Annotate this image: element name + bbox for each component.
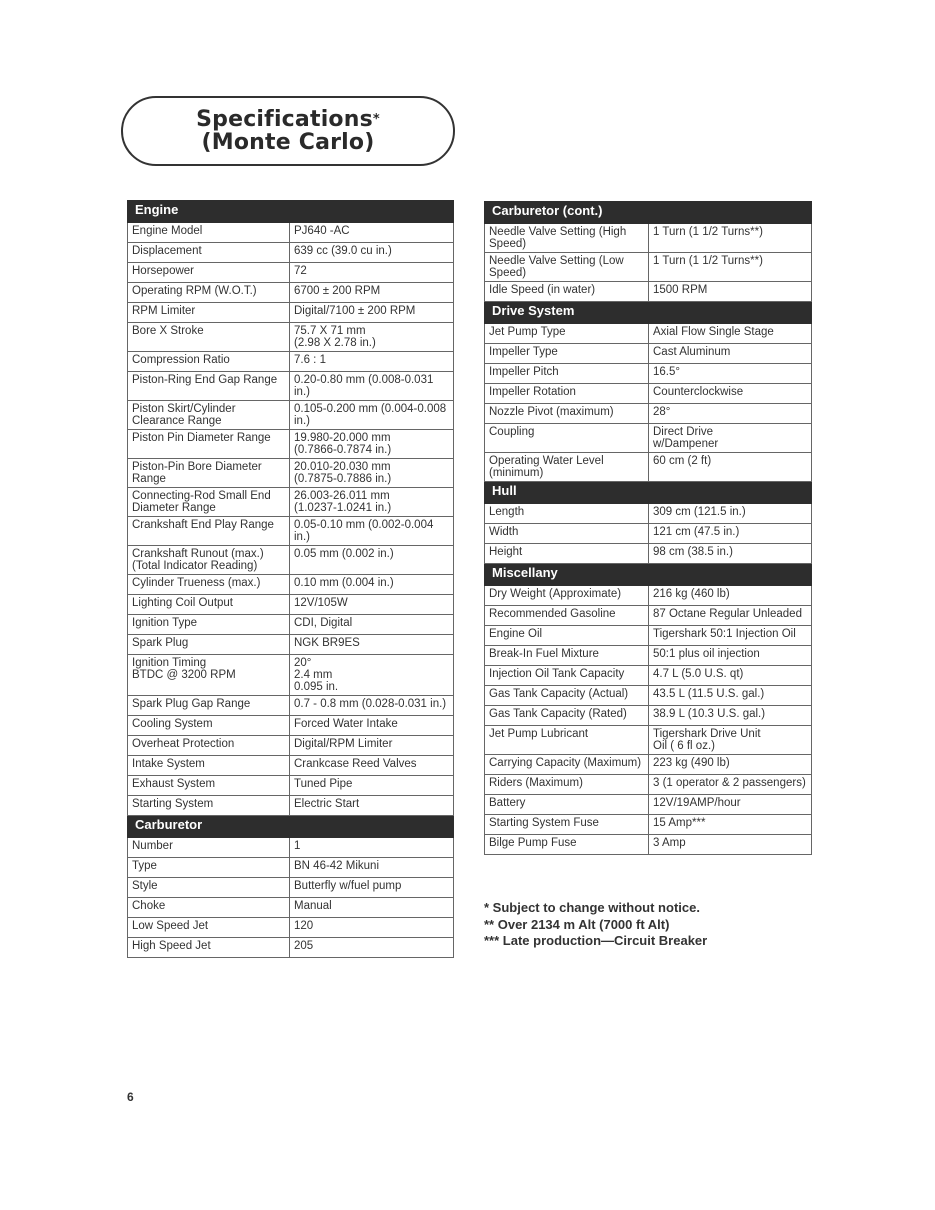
spec-row: [128, 283, 454, 303]
spec-label: Injection Oil Tank Capacity: [485, 666, 649, 686]
spec-row: [128, 696, 454, 716]
spec-value: Cast Aluminum: [649, 344, 812, 364]
spec-value: 12V/105W: [290, 595, 454, 615]
spec-row: [128, 263, 454, 283]
spec-row: [485, 606, 812, 626]
spec-row: [485, 646, 812, 666]
right-spec-table: [484, 201, 812, 855]
spec-value: 6700 ± 200 RPM: [290, 283, 454, 303]
spec-value: 98 cm (38.5 in.): [649, 544, 812, 564]
section-title: Hull: [485, 482, 812, 504]
spec-label: Dry Weight (Approximate): [485, 586, 649, 606]
spec-row: [128, 303, 454, 323]
left-spec-table: [127, 200, 454, 958]
spec-value: 75.7 X 71 mm (2.98 X 2.78 in.): [290, 323, 454, 352]
spec-label: Operating Water Level (minimum): [485, 453, 649, 482]
spec-row: [128, 736, 454, 756]
spec-value: 0.105-0.200 mm (0.004-0.008 in.): [290, 401, 454, 430]
spec-value: Tuned Pipe: [290, 776, 454, 796]
spec-label: Low Speed Jet: [128, 918, 290, 938]
page-title: Specifications*: [196, 107, 380, 132]
spec-value: Electric Start: [290, 796, 454, 816]
spec-value: 4.7 L (5.0 U.S. qt): [649, 666, 812, 686]
spec-value: BN 46-42 Mikuni: [290, 858, 454, 878]
spec-label: Length: [485, 504, 649, 524]
spec-label: Lighting Coil Output: [128, 595, 290, 615]
spec-value: 26.003-26.011 mm (1.0237-1.0241 in.): [290, 488, 454, 517]
spec-row: [485, 835, 812, 855]
page-subtitle: (Monte Carlo): [201, 130, 375, 155]
spec-value: 3 (1 operator & 2 passengers): [649, 775, 812, 795]
spec-label: Starting System: [128, 796, 290, 816]
spec-value: 38.9 L (10.3 U.S. gal.): [649, 706, 812, 726]
spec-value: 19.980-20.000 mm (0.7866-0.7874 in.): [290, 430, 454, 459]
spec-label: Operating RPM (W.O.T.): [128, 283, 290, 303]
spec-value: 12V/19AMP/hour: [649, 795, 812, 815]
spec-value: 15 Amp***: [649, 815, 812, 835]
spec-value: Axial Flow Single Stage: [649, 324, 812, 344]
spec-row: [485, 544, 812, 564]
spec-value: 205: [290, 938, 454, 958]
spec-label: Bilge Pump Fuse: [485, 835, 649, 855]
spec-label: Choke: [128, 898, 290, 918]
spec-label: Jet Pump Lubricant: [485, 726, 649, 755]
section-header: [485, 564, 812, 586]
spec-label: Connecting-Rod Small End Diameter Range: [128, 488, 290, 517]
spec-row: [128, 595, 454, 615]
spec-label: Type: [128, 858, 290, 878]
spec-row: [485, 364, 812, 384]
spec-label: Cooling System: [128, 716, 290, 736]
spec-label: Starting System Fuse: [485, 815, 649, 835]
spec-row: [485, 795, 812, 815]
spec-label: Bore X Stroke: [128, 323, 290, 352]
spec-row: [485, 775, 812, 795]
spec-value: 60 cm (2 ft): [649, 453, 812, 482]
spec-row: [128, 716, 454, 736]
spec-label: Overheat Protection: [128, 736, 290, 756]
spec-label: Piston Pin Diameter Range: [128, 430, 290, 459]
spec-label: Piston Skirt/Cylinder Clearance Range: [128, 401, 290, 430]
spec-label: Style: [128, 878, 290, 898]
spec-row: [485, 224, 812, 253]
spec-row: [485, 524, 812, 544]
spec-row: [128, 575, 454, 595]
spec-label: Spark Plug: [128, 635, 290, 655]
spec-label: High Speed Jet: [128, 938, 290, 958]
spec-value: Crankcase Reed Valves: [290, 756, 454, 776]
spec-row: [485, 424, 812, 453]
spec-value: Butterfly w/fuel pump: [290, 878, 454, 898]
footnote-3: *** Late production—Circuit Breaker: [484, 933, 708, 948]
spec-value: 0.05-0.10 mm (0.002-0.004 in.): [290, 517, 454, 546]
spec-value: 20° 2.4 mm 0.095 in.: [290, 655, 454, 696]
spec-row: [128, 430, 454, 459]
spec-row: [485, 755, 812, 775]
spec-value: 0.7 - 0.8 mm (0.028-0.031 in.): [290, 696, 454, 716]
spec-label: Horsepower: [128, 263, 290, 283]
spec-row: [128, 517, 454, 546]
spec-value: 639 cc (39.0 cu in.): [290, 243, 454, 263]
spec-row: [128, 372, 454, 401]
spec-row: [485, 344, 812, 364]
section-header: [485, 482, 812, 504]
spec-value: 216 kg (460 lb): [649, 586, 812, 606]
spec-value: 223 kg (490 lb): [649, 755, 812, 775]
spec-row: [485, 626, 812, 646]
spec-row: [128, 546, 454, 575]
section-title: Miscellany: [485, 564, 812, 586]
spec-label: Needle Valve Setting (High Speed): [485, 224, 649, 253]
spec-label: Cylinder Trueness (max.): [128, 575, 290, 595]
spec-row: [128, 401, 454, 430]
spec-row: [128, 898, 454, 918]
spec-row: [485, 686, 812, 706]
spec-value: Direct Drive w/Dampener: [649, 424, 812, 453]
spec-label: Piston-Pin Bore Diameter Range: [128, 459, 290, 488]
spec-row: [128, 858, 454, 878]
spec-row: [128, 918, 454, 938]
spec-label: Number: [128, 838, 290, 858]
spec-row: [128, 838, 454, 858]
spec-value: Tigershark Drive Unit Oil ( 6 fl oz.): [649, 726, 812, 755]
spec-label: Engine Oil: [485, 626, 649, 646]
spec-row: [485, 324, 812, 344]
spec-value: 0.05 mm (0.002 in.): [290, 546, 454, 575]
section-header: [485, 302, 812, 324]
section-title: Carburetor (cont.): [485, 202, 812, 224]
spec-row: [485, 815, 812, 835]
spec-value: 43.5 L (11.5 U.S. gal.): [649, 686, 812, 706]
spec-value: 121 cm (47.5 in.): [649, 524, 812, 544]
spec-row: [485, 253, 812, 282]
spec-value: 120: [290, 918, 454, 938]
spec-value: 20.010-20.030 mm (0.7875-0.7886 in.): [290, 459, 454, 488]
spec-label: Break-In Fuel Mixture: [485, 646, 649, 666]
spec-label: Battery: [485, 795, 649, 815]
spec-value: 309 cm (121.5 in.): [649, 504, 812, 524]
spec-value: 1 Turn (1 1/2 Turns**): [649, 253, 812, 282]
spec-label: Height: [485, 544, 649, 564]
spec-row: [128, 488, 454, 517]
spec-label: Riders (Maximum): [485, 775, 649, 795]
spec-value: Tigershark 50:1 Injection Oil: [649, 626, 812, 646]
spec-value: 1 Turn (1 1/2 Turns**): [649, 224, 812, 253]
spec-label: Gas Tank Capacity (Actual): [485, 686, 649, 706]
spec-row: [485, 504, 812, 524]
spec-label: Piston-Ring End Gap Range: [128, 372, 290, 401]
spec-value: Counterclockwise: [649, 384, 812, 404]
spec-label: Ignition Type: [128, 615, 290, 635]
spec-row: [128, 796, 454, 816]
spec-row: [485, 706, 812, 726]
spec-label: Ignition Timing BTDC @ 3200 RPM: [128, 655, 290, 696]
spec-row: [128, 243, 454, 263]
spec-label: Impeller Rotation: [485, 384, 649, 404]
section-title: Engine: [128, 201, 454, 223]
spec-value: 3 Amp: [649, 835, 812, 855]
spec-row: [128, 615, 454, 635]
spec-row: [485, 726, 812, 755]
section-header: [485, 202, 812, 224]
spec-label: Exhaust System: [128, 776, 290, 796]
spec-value: CDI, Digital: [290, 615, 454, 635]
spec-row: [128, 655, 454, 696]
spec-label: Gas Tank Capacity (Rated): [485, 706, 649, 726]
spec-value: NGK BR9ES: [290, 635, 454, 655]
footnotes: [484, 900, 707, 950]
section-title: Drive System: [485, 302, 812, 324]
spec-value: Digital/RPM Limiter: [290, 736, 454, 756]
spec-row: [128, 635, 454, 655]
spec-value: 1: [290, 838, 454, 858]
spec-row: [485, 666, 812, 686]
spec-value: Manual: [290, 898, 454, 918]
spec-value: Forced Water Intake: [290, 716, 454, 736]
spec-label: Impeller Type: [485, 344, 649, 364]
spec-value: 72: [290, 263, 454, 283]
spec-row: [485, 404, 812, 424]
spec-row: [128, 459, 454, 488]
title-box: [121, 96, 455, 166]
spec-row: [128, 776, 454, 796]
footnote-2: ** Over 2134 m Alt (7000 ft Alt): [484, 916, 670, 932]
spec-value: 0.10 mm (0.004 in.): [290, 575, 454, 595]
spec-row: [485, 586, 812, 606]
spec-label: Width: [485, 524, 649, 544]
spec-label: Spark Plug Gap Range: [128, 696, 290, 716]
spec-row: [128, 223, 454, 243]
spec-label: Intake System: [128, 756, 290, 776]
section-header: [128, 816, 454, 838]
spec-label: Recommended Gasoline: [485, 606, 649, 626]
spec-label: RPM Limiter: [128, 303, 290, 323]
spec-value: 87 Octane Regular Unleaded: [649, 606, 812, 626]
section-title: Carburetor: [128, 816, 454, 838]
spec-row: [485, 384, 812, 404]
spec-row: [128, 756, 454, 776]
footnote-1: * Subject to change without notice.: [484, 900, 700, 915]
spec-row: [485, 453, 812, 482]
spec-label: Crankshaft Runout (max.) (Total Indicator Reading): [128, 546, 290, 575]
spec-label: Jet Pump Type: [485, 324, 649, 344]
page-number: 6: [127, 1090, 134, 1104]
section-header: [128, 201, 454, 223]
spec-value: 7.6 : 1: [290, 352, 454, 372]
spec-label: Nozzle Pivot (maximum): [485, 404, 649, 424]
spec-label: Carrying Capacity (Maximum): [485, 755, 649, 775]
spec-label: Displacement: [128, 243, 290, 263]
spec-label: Needle Valve Setting (Low Speed): [485, 253, 649, 282]
spec-value: 16.5°: [649, 364, 812, 384]
spec-label: Crankshaft End Play Range: [128, 517, 290, 546]
spec-value: PJ640 -AC: [290, 223, 454, 243]
spec-label: Coupling: [485, 424, 649, 453]
title-asterisk: *: [372, 112, 380, 127]
spec-label: Idle Speed (in water): [485, 282, 649, 302]
spec-label: Compression Ratio: [128, 352, 290, 372]
spec-label: Engine Model: [128, 223, 290, 243]
spec-value: 50:1 plus oil injection: [649, 646, 812, 666]
spec-row: [128, 352, 454, 372]
spec-value: 0.20-0.80 mm (0.008-0.031 in.): [290, 372, 454, 401]
spec-value: 1500 RPM: [649, 282, 812, 302]
spec-value: Digital/7100 ± 200 RPM: [290, 303, 454, 323]
spec-row: [128, 938, 454, 958]
spec-row: [485, 282, 812, 302]
spec-label: Impeller Pitch: [485, 364, 649, 384]
spec-row: [128, 878, 454, 898]
spec-value: 28°: [649, 404, 812, 424]
spec-row: [128, 323, 454, 352]
